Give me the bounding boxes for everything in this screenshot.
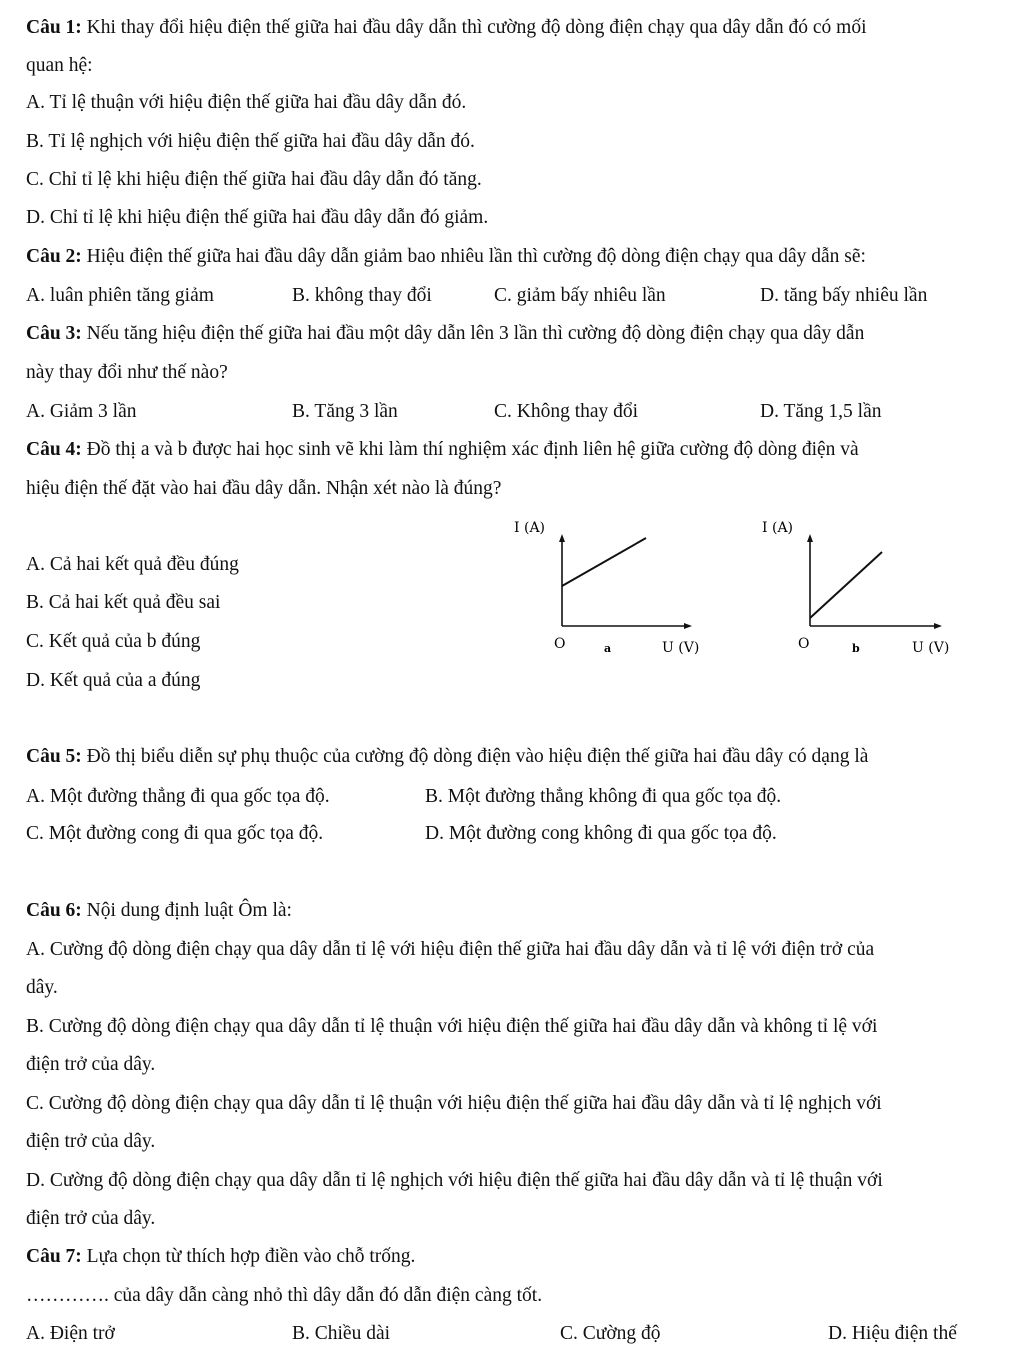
q1-stem-cont: quan hệ: <box>26 55 93 76</box>
graph-a-ylabel: I (A) <box>514 520 546 536</box>
q4-option-c[interactable]: C. Kết quả của b đúng <box>26 631 201 652</box>
q1-option-b[interactable]: B. Tỉ lệ nghịch với hiệu điện thế giữa hai đầu dây dẫn đó. <box>26 131 475 152</box>
q6-label: Câu 6: <box>26 900 82 921</box>
q2-text: Hiệu điện thế giữa hai đầu dây dẫn giảm bao nhiêu lần thì cường độ dòng điện chạy qua dây dẫn sẽ: <box>86 246 866 267</box>
q1-option-d[interactable]: D. Chỉ tỉ lệ khi hiệu điện thế giữa hai đầu dây dẫn đó giảm. <box>26 207 489 228</box>
q6-option-a-cont[interactable]: dây. <box>26 977 58 998</box>
q5-option-a[interactable]: A. Một đường thẳng đi qua gốc tọa độ. <box>26 786 330 807</box>
q6-option-d-cont[interactable]: điện trở của dây. <box>26 1208 156 1229</box>
q6-option-d[interactable]: D. Cường độ dòng điện chạy qua dây dẫn tỉ lệ nghịch với hiệu điện thế giữa hai đầu dây dẫn và tỉ lệ thuận với <box>26 1170 883 1191</box>
q3-option-c[interactable]: C. Không thay đổi <box>494 401 639 422</box>
graph-a-line <box>562 538 646 586</box>
q4-option-b[interactable]: B. Cả hai kết quả đều sai <box>26 592 221 613</box>
q4-label: Câu 4: <box>26 439 82 460</box>
q5-option-c[interactable]: C. Một đường cong đi qua gốc tọa độ. <box>26 823 324 844</box>
q4-option-a[interactable]: A. Cả hai kết quả đều đúng <box>26 554 239 575</box>
q3-option-a[interactable]: A. Giảm 3 lần <box>26 401 137 422</box>
q1-text: Khi thay đổi hiệu điện thế giữa hai đầu dây dẫn thì cường độ dòng điện chạy qua dây dẫn đó có mối <box>86 17 867 38</box>
graph-a <box>512 516 726 664</box>
q5-label: Câu 5: <box>26 746 82 767</box>
q6-option-b-cont[interactable]: điện trở của dây. <box>26 1054 156 1075</box>
q3-option-d[interactable]: D. Tăng 1,5 lần <box>760 401 882 422</box>
q4-stem <box>26 438 859 462</box>
graph-b-y-arrow-icon <box>807 534 813 542</box>
q7-blank-sentence: …………. của dây dẫn càng nhỏ thì dây dẫn đó dẫn điện càng tốt. <box>26 1285 543 1306</box>
q7-option-b[interactable]: B. Chiều dài <box>292 1323 391 1344</box>
q4-stem-cont: hiệu điện thế đặt vào hai đầu dây dẫn. Nhận xét nào là đúng? <box>26 478 502 499</box>
q6-option-b[interactable]: B. Cường độ dòng điện chạy qua dây dẫn tỉ lệ thuận với hiệu điện thế giữa hai đầu dây dẫn và không tỉ lệ với <box>26 1016 878 1037</box>
q2-stem <box>26 245 866 269</box>
q5-text: Đồ thị biểu diễn sự phụ thuộc của cường độ dòng điện vào hiệu điện thế giữa hai đầu dây có dạng là <box>86 746 869 767</box>
graph-a-origin: O <box>554 636 566 652</box>
q1-stem <box>26 16 867 40</box>
q4-option-d[interactable]: D. Kết quả của a đúng <box>26 670 201 691</box>
graph-b-line <box>810 552 882 618</box>
q1-option-a[interactable]: A. Tỉ lệ thuận với hiệu điện thế giữa hai đầu dây dẫn đó. <box>26 92 467 113</box>
q5-option-d[interactable]: D. Một đường cong không đi qua gốc tọa độ. <box>425 823 777 844</box>
q3-stem-cont: này thay đổi như thế nào? <box>26 362 228 383</box>
q6-stem <box>26 899 292 923</box>
q2-label: Câu 2: <box>26 246 82 267</box>
q1-label: Câu 1: <box>26 17 82 38</box>
q7-option-a[interactable]: A. Điện trở <box>26 1323 115 1344</box>
q3-stem <box>26 322 864 346</box>
q6-option-c[interactable]: C. Cường độ dòng điện chạy qua dây dẫn tỉ lệ thuận với hiệu điện thế giữa hai đầu dây dẫn và tỉ lệ nghịch với <box>26 1093 882 1114</box>
q7-option-c[interactable]: C. Cường độ <box>560 1323 661 1344</box>
q5-stem <box>26 745 868 769</box>
q7-option-d[interactable]: D. Hiệu điện thế <box>828 1323 957 1344</box>
graph-b-origin: O <box>798 636 810 652</box>
graph-b-ylabel: I (A) <box>762 520 794 536</box>
q1-option-c[interactable]: C. Chỉ tỉ lệ khi hiệu điện thế giữa hai đầu dây dẫn đó tăng. <box>26 169 482 190</box>
graph-a-x-arrow-icon <box>684 623 692 629</box>
q7-text: Lựa chọn từ thích hợp điền vào chỗ trống. <box>86 1246 416 1267</box>
q5-option-b[interactable]: B. Một đường thẳng không đi qua gốc tọa độ. <box>425 786 782 807</box>
graph-b <box>752 516 966 664</box>
q2-option-c[interactable]: C. giảm bấy nhiêu lần <box>494 285 666 306</box>
q2-option-b[interactable]: B. không thay đổi <box>292 285 432 306</box>
q7-stem <box>26 1245 415 1269</box>
q2-option-a[interactable]: A. luân phiên tăng giảm <box>26 285 214 306</box>
graph-a-name: a <box>604 642 612 655</box>
graph-b-x-arrow-icon <box>934 623 942 629</box>
graph-a-xlabel: U (V) <box>662 640 700 656</box>
q3-text: Nếu tăng hiệu điện thế giữa hai đầu một dây dẫn lên 3 lần thì cường độ dòng điện chạy qua dây dẫn <box>86 323 865 344</box>
q6-option-a[interactable]: A. Cường độ dòng điện chạy qua dây dẫn tỉ lệ với hiệu điện thế giữa hai đầu dây dẫn và tỉ lệ với điện trở của <box>26 939 875 960</box>
q2-option-d[interactable]: D. tăng bấy nhiêu lần <box>760 285 928 306</box>
graph-b-xlabel: U (V) <box>912 640 950 656</box>
graph-a-y-arrow-icon <box>559 534 565 542</box>
q3-label: Câu 3: <box>26 323 82 344</box>
graph-b-name: b <box>852 642 860 655</box>
q4-text: Đồ thị a và b được hai học sinh vẽ khi làm thí nghiệm xác định liên hệ giữa cường độ dòng điện và <box>86 439 859 460</box>
q6-text: Nội dung định luật Ôm là: <box>86 900 292 921</box>
q3-option-b[interactable]: B. Tăng 3 lần <box>292 401 398 422</box>
q6-option-c-cont[interactable]: điện trở của dây. <box>26 1131 156 1152</box>
q7-label: Câu 7: <box>26 1246 82 1267</box>
